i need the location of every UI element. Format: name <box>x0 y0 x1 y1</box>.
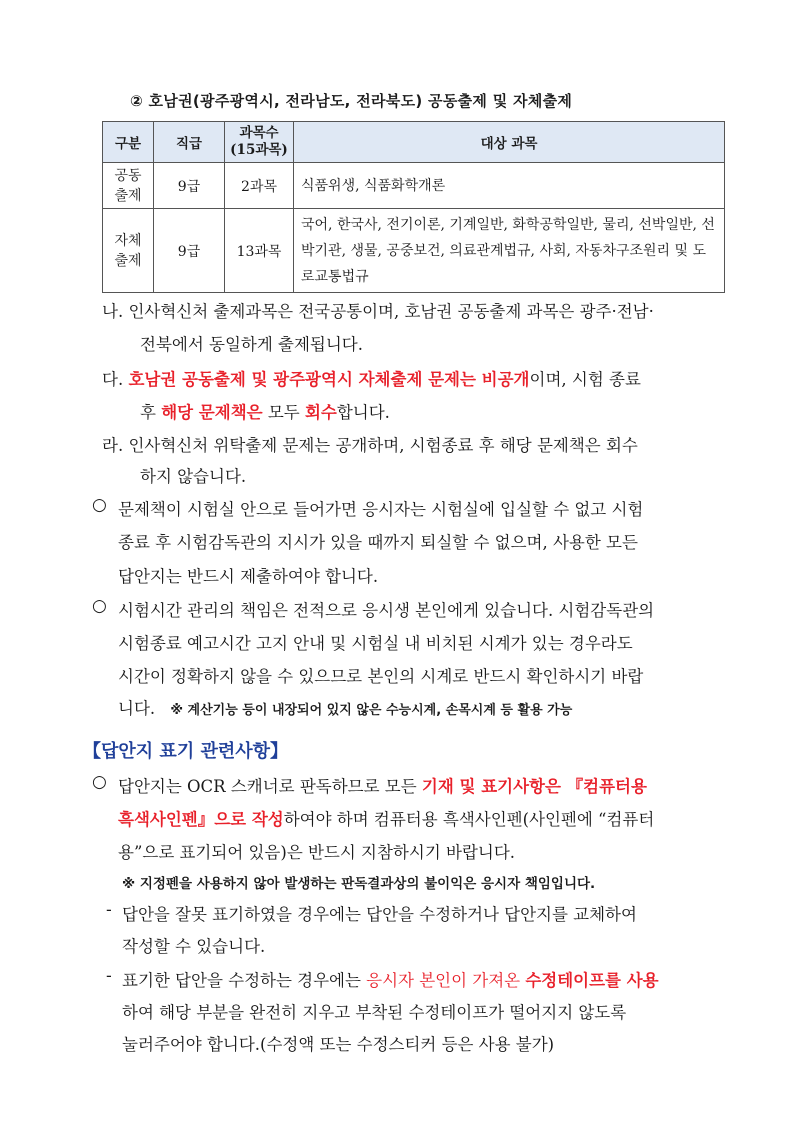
item-text: 표기한 답안을 수정하는 경우에는 <box>122 971 367 990</box>
answer-d1-line2: 작성할 수 있습니다. <box>122 937 266 956</box>
answer-d2-line3: 눌러주어야 합니다.(수정액 또는 수정스티커 등은 사용 불가) <box>122 1035 555 1054</box>
bullet2-line4 <box>118 695 572 719</box>
item-text: 니다. <box>118 699 156 718</box>
cell-count: 2과목 <box>225 163 294 209</box>
item-text: 하여야 하며 컴퓨터용 흑색사인펜(사인펜에 “컴퓨터 <box>283 810 655 829</box>
cell-type: 공동 출제 <box>103 163 154 209</box>
cell-subjects: 식품위생, 식품화학개론 <box>294 163 725 209</box>
cell-subjects: 국어, 한국사, 전기이론, 기계일반, 화학공학일반, 물리, 선박일반, 선박기관, 생물, 공중보건, 의료관계법규, 사회, 자동차구조원리 및 도로교통법규 <box>294 209 725 293</box>
item-marker: 라. <box>102 436 124 455</box>
bullet2-line2: 시험종료 예고시간 고지 안내 및 시험실 내 비치된 시계가 있는 경우라도 <box>118 634 633 653</box>
answer-note: ※ 지정펜을 사용하지 않아 발생하는 판독결과상의 불이익은 응시자 책임입니다. <box>122 876 596 892</box>
subject-table <box>102 121 725 293</box>
item-text: 후 <box>140 403 162 422</box>
table-header-row <box>103 122 725 163</box>
item-ra-line1 <box>102 432 638 456</box>
item-text: 답안지는 OCR 스캐너로 판독하므로 모든 <box>118 777 422 796</box>
item-text: 이며, 시험 종료 <box>529 370 641 389</box>
circle-bullet-icon: ○ <box>92 495 107 515</box>
bullet1-line3: 답안지는 반드시 제출하여야 합니다. <box>118 567 379 586</box>
emphasis-text: 응시자 본인이 가져온 <box>366 971 526 990</box>
dash-bullet-icon: - <box>106 966 112 986</box>
emphasis-text: 수정테이프를 사용 <box>525 971 659 990</box>
answer-b1-line2 <box>118 806 654 830</box>
answer-d1-line1: 답안을 잘못 표기하였을 경우에는 답안을 수정하거나 답안지를 교체하여 <box>122 905 637 924</box>
bullet1-line1: 문제책이 시험실 안으로 들어가면 응시자는 시험실에 입실할 수 없고 시험 <box>118 500 644 519</box>
cell-type: 자체 출제 <box>103 209 154 293</box>
dash-bullet-icon: - <box>106 900 112 920</box>
circle-bullet-icon: ○ <box>92 596 107 616</box>
item-ra-line2: 하지 않습니다. <box>140 467 247 486</box>
header-count: 과목수 (15과목) <box>225 122 294 163</box>
item-da-line1 <box>102 366 641 390</box>
item-text: 인사혁신처 위탁출제 문제는 공개하며, 시험종료 후 해당 문제책은 회수 <box>128 436 638 455</box>
answer-d2-line2: 하여 해당 부분을 완전히 지우고 부착된 수정테이프가 떨어지지 않도록 <box>122 1003 627 1022</box>
item-na-line2: 전북에서 동일하게 출제됩니다. <box>140 335 363 354</box>
emphasis-text: 해당 문제책은 <box>161 403 263 422</box>
cell-count: 13과목 <box>225 209 294 293</box>
bullet2-line1: 시험시간 관리의 책임은 전적으로 응시생 본인에게 있습니다. 시험감독관의 <box>118 601 655 620</box>
header-subjects: 대상 과목 <box>294 122 725 163</box>
circle-bullet-icon: ○ <box>92 772 107 792</box>
emphasis-text: 호남권 공동출제 및 광주광역시 자체출제 문제는 비공개 <box>128 370 530 389</box>
section-heading: ② 호남권(광주광역시, 전라남도, 전라북도) 공동출제 및 자체출제 <box>130 92 573 110</box>
emphasis-text: 기재 및 표기사항은 『컴퓨터용 <box>421 777 647 796</box>
answer-b1-line1 <box>118 773 647 797</box>
table-row <box>103 209 725 293</box>
item-text: 인사혁신처 출제과목은 전국공통이며, 호남권 공동출제 과목은 광주·전남· <box>128 302 654 321</box>
item-marker: 나. <box>102 302 124 321</box>
item-na-line1 <box>102 298 654 322</box>
cell-grade: 9급 <box>154 163 225 209</box>
emphasis-text: 회수 <box>304 403 337 422</box>
bullet1-line2: 종료 후 시험감독관의 지시가 있을 때까지 퇴실할 수 없으며, 사용한 모든 <box>118 533 638 552</box>
note-text: ※ 계산기능 등이 내장되어 있지 않은 수능시계, 손목시계 등 활용 가능 <box>170 703 573 718</box>
answer-d2-line1 <box>122 967 659 991</box>
header-type: 구분 <box>103 122 154 163</box>
table-row <box>103 163 725 209</box>
header-grade: 직급 <box>154 122 225 163</box>
answer-section-title: 【답안지 표기 관련사항】 <box>83 741 289 762</box>
cell-grade: 9급 <box>154 209 225 293</box>
bullet2-line3: 시간이 정확하지 않을 수 있으므로 본인의 시계로 반드시 확인하시기 바랍 <box>118 667 644 686</box>
item-text: 합니다. <box>336 403 390 422</box>
answer-b1-line3: 용”으로 표기되어 있음)은 반드시 지참하시기 바랍니다. <box>118 843 515 862</box>
item-text: 모두 <box>262 403 305 422</box>
item-da-line2 <box>140 399 390 423</box>
item-marker: 다. <box>102 370 124 389</box>
emphasis-text: 흑색사인펜』으로 작성 <box>118 810 284 829</box>
